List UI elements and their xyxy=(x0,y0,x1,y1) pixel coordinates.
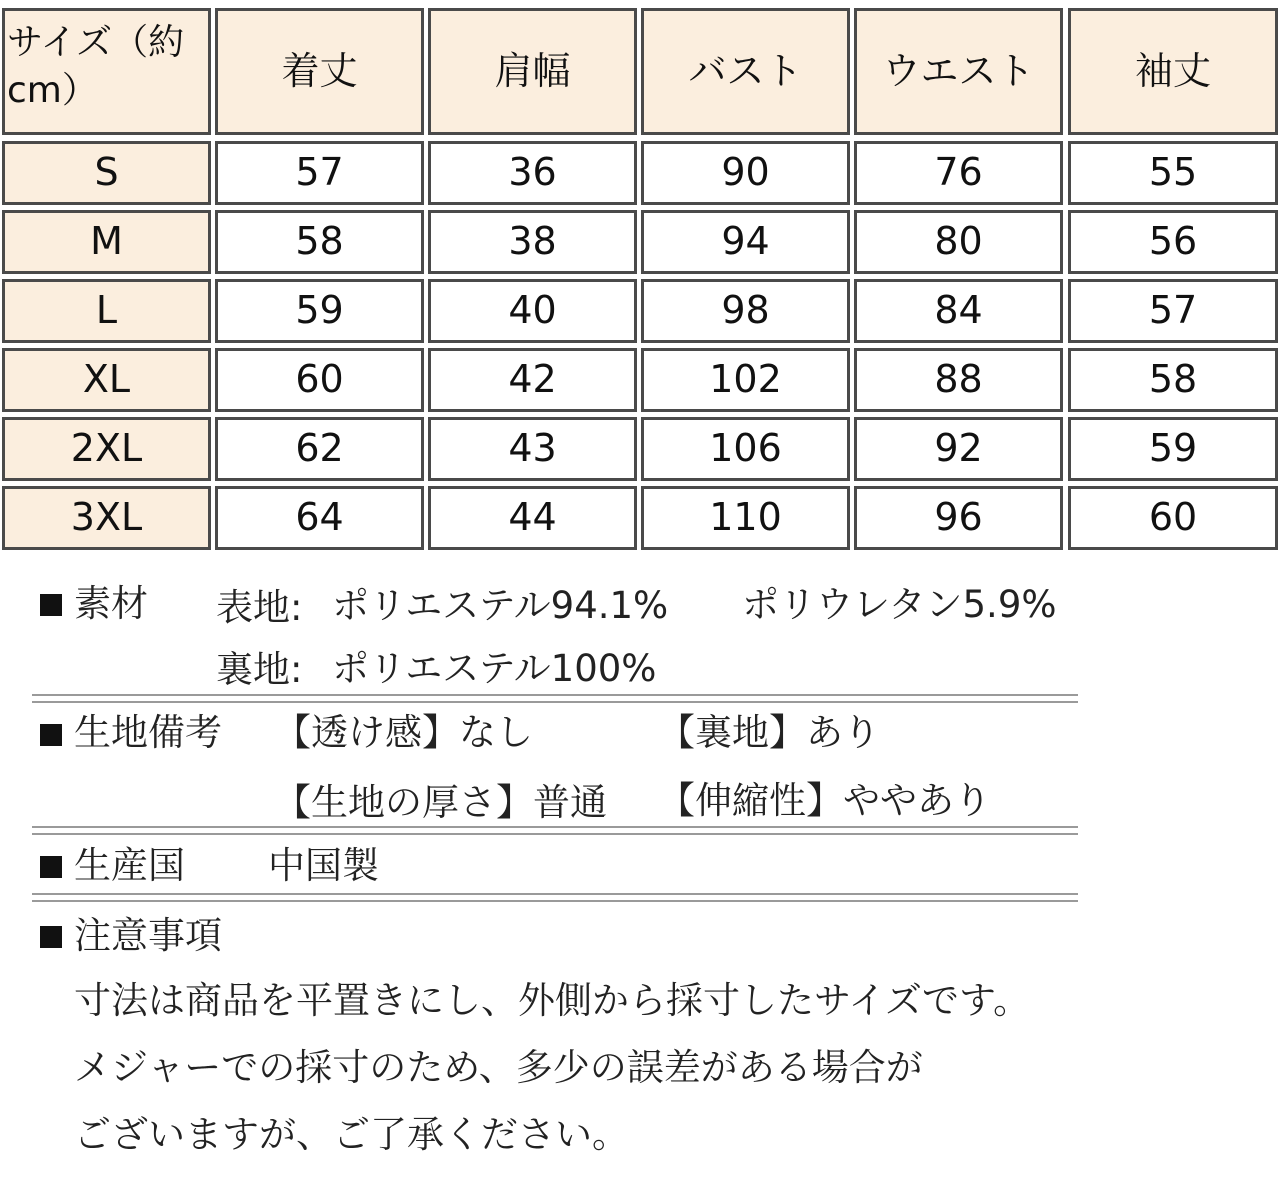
table-cell: 92 xyxy=(854,417,1063,481)
table-corner-header: サイズ（約cm） xyxy=(2,8,211,135)
table-cell: 55 xyxy=(1068,141,1278,205)
row-label-size: M xyxy=(2,210,211,274)
table-cell: 110 xyxy=(641,486,850,550)
table-cell: 60 xyxy=(215,348,424,412)
outer-fabric-polyester: ポリエステル94.1% xyxy=(332,584,669,627)
material-label: 素材 xyxy=(74,582,148,625)
table-cell: 94 xyxy=(641,210,850,274)
table-cell: 80 xyxy=(854,210,1063,274)
table-cell: 59 xyxy=(215,279,424,343)
row-label-size: XL xyxy=(2,348,211,412)
origin-label: 生産国 xyxy=(74,844,185,887)
table-cell: 56 xyxy=(1068,210,1278,274)
bullet-square-icon xyxy=(40,856,62,878)
column-header-waist: ウエスト xyxy=(854,8,1063,135)
table-cell: 60 xyxy=(1068,486,1278,550)
table-cell: 36 xyxy=(428,141,637,205)
table-cell: 88 xyxy=(854,348,1063,412)
column-header-length: 着丈 xyxy=(215,8,424,135)
table-cell: 42 xyxy=(428,348,637,412)
outer-fabric-label: 表地: xyxy=(216,586,303,629)
outer-fabric-polyurethane: ポリウレタン5.9% xyxy=(742,583,1057,626)
notice-line: メジャーでの採寸のため、多少の誤差がある場合が xyxy=(74,1046,923,1089)
column-header-shoulder: 肩幅 xyxy=(428,8,637,135)
table-cell: 106 xyxy=(641,417,850,481)
notice-line: 寸法は商品を平置きにし、外側から採寸したサイズです。 xyxy=(74,979,1031,1022)
table-cell: 57 xyxy=(1068,279,1278,343)
row-label-size: 3XL xyxy=(2,486,211,550)
table-cell: 44 xyxy=(428,486,637,550)
row-label-size: L xyxy=(2,279,211,343)
table-cell: 90 xyxy=(641,141,850,205)
fabric-notes-label: 生地備考 xyxy=(74,711,222,754)
table-cell: 64 xyxy=(215,486,424,550)
table-cell: 58 xyxy=(1068,348,1278,412)
bullet-square-icon xyxy=(40,594,62,616)
bullet-square-icon xyxy=(40,724,62,746)
lining-fabric-value: ポリエステル100% xyxy=(332,647,657,690)
table-cell: 102 xyxy=(641,348,850,412)
thickness-note: 【生地の厚さ】普通 xyxy=(274,781,607,824)
notice-label: 注意事項 xyxy=(74,914,222,957)
sheerness-note: 【透け感】なし xyxy=(274,711,533,754)
table-cell: 40 xyxy=(428,279,637,343)
table-cell: 76 xyxy=(854,141,1063,205)
table-cell: 84 xyxy=(854,279,1063,343)
row-label-size: 2XL xyxy=(2,417,211,481)
stretch-note: 【伸縮性】ややあり xyxy=(658,779,991,822)
row-label-size: S xyxy=(2,141,211,205)
lining-fabric-label: 裏地: xyxy=(216,648,303,691)
table-cell: 43 xyxy=(428,417,637,481)
table-cell: 96 xyxy=(854,486,1063,550)
table-cell: 57 xyxy=(215,141,424,205)
column-header-bust: バスト xyxy=(641,8,850,135)
section-divider xyxy=(32,694,1078,703)
section-divider xyxy=(32,826,1078,835)
table-cell: 62 xyxy=(215,417,424,481)
section-divider xyxy=(32,893,1078,902)
lining-note: 【裏地】あり xyxy=(658,711,880,754)
bullet-square-icon xyxy=(40,926,62,948)
origin-value: 中国製 xyxy=(268,844,379,887)
table-cell: 38 xyxy=(428,210,637,274)
table-cell: 58 xyxy=(215,210,424,274)
table-cell: 59 xyxy=(1068,417,1278,481)
notice-line: ございますが、ご了承ください。 xyxy=(74,1113,629,1156)
table-cell: 98 xyxy=(641,279,850,343)
column-header-sleeve: 袖丈 xyxy=(1068,8,1278,135)
